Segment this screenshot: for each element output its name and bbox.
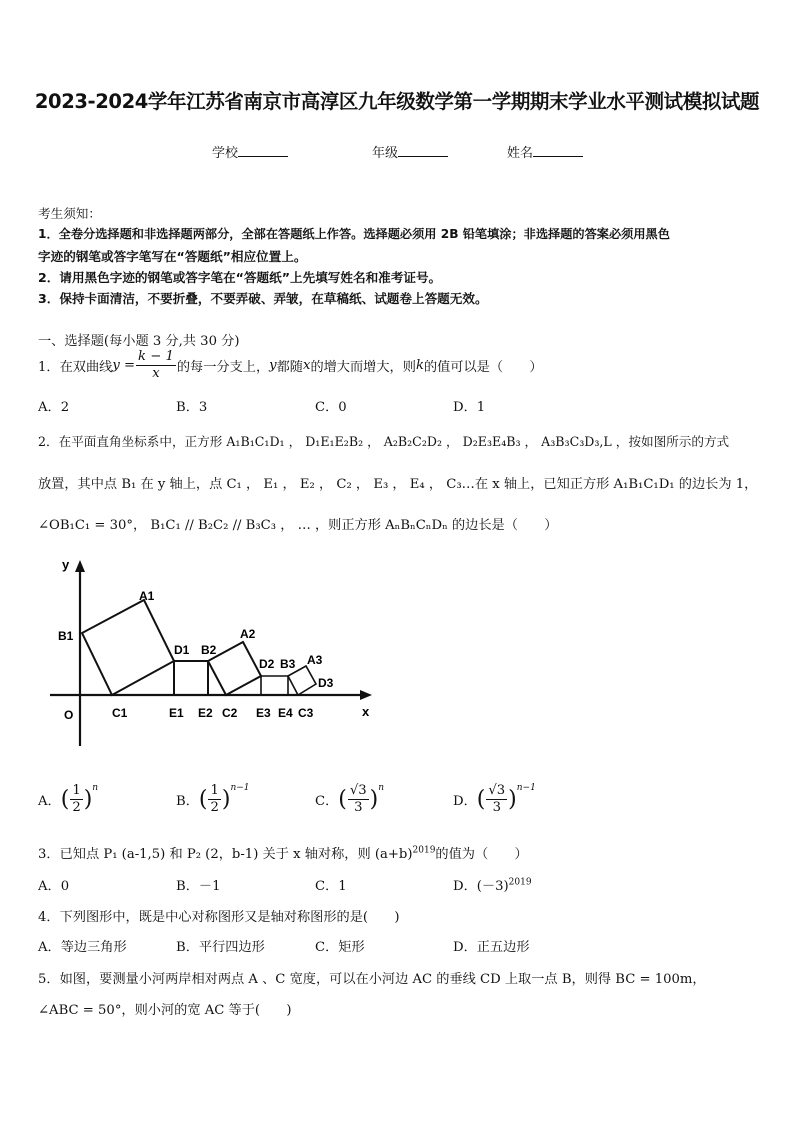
q2-option-d-exp: n−1 [516, 783, 536, 793]
square-d1e1e2b2 [174, 661, 208, 695]
q2-option-b-letter: B． [176, 794, 199, 809]
q4-option-d: D．正五边形 [453, 940, 530, 955]
notice-heading: 考生须知： [38, 206, 101, 221]
q5-line-2: ∠ABC = 50°，则小河的宽 AC 等于( ) [38, 1003, 292, 1018]
label-e2: E2 [198, 706, 213, 720]
q3-option-d-exp: 2019 [508, 877, 532, 888]
q2-option-d-num: √3 [488, 783, 506, 798]
q2-option-b-den: 2 [210, 800, 219, 815]
q2-option-a-frac [70, 783, 82, 816]
school-field [212, 142, 288, 161]
label-c3: C3 [298, 706, 314, 720]
section-heading: 一、选择题(每小题 3 分,共 30 分) [38, 334, 240, 349]
q1-pre: 1．在双曲线 [38, 360, 113, 375]
q2-line-3: ∠OB₁C₁ = 30°， B₁C₁ // B₂C₂ // B₃C₃ ， … ，则正方形 AₙBₙCₙDₙ 的边长是（ ） [38, 518, 558, 533]
q2-line-2: 放置，其中点 B₁ 在 y 轴上，点 C₁ ， E₁ ， E₂ ， C₂ ， E₃ ， E₄ ， C₃…在 x 轴上，已知正方形 A₁B₁C₁D₁ 的边长为 1， [38, 477, 758, 492]
q1-numerator: k − 1 [138, 349, 174, 364]
q1-denominator: x [152, 366, 160, 381]
q1-option-a: A．2 [38, 400, 70, 415]
q3-text: 3．已知点 P₁ (a-1,5) 和 P₂ (2，b-1) 关于 x 轴对称，则 (a+b) [38, 847, 413, 862]
q2-option-c-frac [348, 783, 369, 816]
label-b1: B1 [58, 629, 74, 643]
q2-option-a: A． ( $\frac{1}{2}$ ) $^n$ [38, 783, 99, 815]
q5-line-1: 5．如图，要测量小河两岸相对两点 A 、C 宽度，可以在小河边 AC 的垂线 CD 上取一点 B，则得 BC = 100m， [38, 972, 706, 987]
q3-option-c: C．1 [315, 879, 347, 894]
label-e1: E1 [169, 706, 184, 720]
label-d3: D3 [318, 676, 334, 690]
q3-option-a: A．0 [38, 879, 70, 894]
q2-option-c: C． ( $\frac{√3}{3}$ ) $^n$ [315, 783, 385, 815]
label-a3: A3 [307, 653, 323, 667]
label-x: x [362, 704, 370, 719]
square-a1b1c1d1 [82, 600, 174, 695]
q2-option-c-exp: n [378, 783, 385, 793]
q3-exp: 2019 [412, 845, 436, 856]
square-d2e3e4b3 [261, 676, 288, 695]
label-c2: C2 [222, 706, 238, 720]
label-y: y [62, 557, 70, 572]
label-b2: B2 [201, 643, 217, 657]
q1-option-d: D．1 [453, 400, 486, 415]
label-d2: D2 [259, 657, 275, 671]
notice-item-3: 3．保持卡面清洁，不要折叠，不要弄破、弄皱，在草稿纸、试题卷上答题无效。 [38, 291, 488, 306]
label-o: O [64, 708, 74, 722]
q2-option-c-num: √3 [349, 783, 367, 798]
label-a1: A1 [139, 589, 155, 603]
name-label: 姓名 [507, 146, 534, 161]
label-d1: D1 [174, 643, 190, 657]
question-3 [38, 843, 528, 862]
q4-option-a: A．等边三角形 [38, 940, 127, 955]
q2-option-d-den: 3 [492, 800, 501, 815]
grade-label: 年级 [372, 146, 399, 161]
q2-option-b-num: 1 [210, 783, 219, 798]
label-e3: E3 [256, 706, 271, 720]
q3-option-b: B．－1 [176, 879, 221, 894]
q3-option-d-text: D．(－3) [453, 879, 509, 894]
q1-post4: 的值可以是（ ） [423, 360, 543, 375]
question-1 [38, 349, 543, 382]
q1-post3: 的增大而增大，则 [310, 360, 416, 375]
q2-option-a-letter: A． [38, 794, 61, 809]
q2-option-b-frac [208, 783, 220, 816]
name-blank [533, 144, 583, 157]
q4-option-c: C．矩形 [315, 940, 365, 955]
school-label: 学校 [212, 146, 239, 161]
label-b3: B3 [280, 657, 296, 671]
label-e4: E4 [278, 706, 293, 720]
notice-item-2: 2．请用黑色字迹的钢笔或答字笔在“答题纸”上先填写姓名和准考证号。 [38, 270, 442, 285]
q1-option-b: B．3 [176, 400, 208, 415]
q2-option-b-exp: n−1 [230, 783, 250, 793]
label-c1: C1 [112, 706, 128, 720]
grade-blank [398, 144, 448, 157]
notice-item-1-cont: 字迹的钢笔或答字笔写在“答题纸”相应位置上。 [38, 249, 307, 264]
label-a2: A2 [240, 627, 256, 641]
q1-post2: 都随 [276, 360, 303, 375]
exam-title: 2023-2024学年江苏省南京市高淳区九年级数学第一学期期末学业水平测试模拟试题 [34, 90, 760, 113]
q2-option-b: B． ( $\frac{1}{2}$ ) $^{n-1}$ [176, 783, 250, 815]
q2-line-1: 2．在平面直角坐标系中，正方形 A₁B₁C₁D₁ ， D₁E₁E₂B₂ ， A₂B₂C₂D₂ ， D₂E₃E₄B₃ ， A₃B₃C₃D₃,L ，按如图所示的方式 [38, 434, 730, 449]
q2-option-c-den: 3 [354, 800, 363, 815]
notice-item-1: 1．全卷分选择题和非选择题两部分，全部在答题纸上作答。选择题必须用 2B 铅笔填涂；非选择题的答案必须用黑色 [38, 227, 670, 241]
q2-option-a-exp: n [92, 783, 99, 793]
q1-post1: 的每一分支上， [176, 360, 270, 375]
y-axis-arrow [75, 560, 85, 572]
q1-y-eq: y = [112, 358, 136, 373]
q1-fraction [136, 349, 176, 382]
question-4: 4．下列图形中，既是中心对称图形又是轴对称图形的是( ) [38, 910, 400, 925]
q2-option-a-den: 2 [72, 800, 81, 815]
q2-option-d-frac [486, 783, 507, 816]
x-axis-arrow [360, 690, 372, 700]
school-blank [238, 144, 288, 157]
name-field [507, 142, 583, 161]
q3-tail: 的值为（ ） [435, 847, 528, 862]
q4-option-b: B．平行四边形 [176, 940, 265, 955]
q3-option-d [453, 875, 532, 894]
q1-option-c: C．0 [315, 400, 347, 415]
q1-var-y: y [269, 358, 277, 373]
q2-option-a-num: 1 [72, 783, 81, 798]
q2-option-d: D． ( $\frac{√3}{3}$ ) $^{n-1}$ [453, 783, 536, 815]
q1-var-x: x [303, 358, 311, 373]
q1-var-k: k [415, 358, 424, 373]
grade-field [372, 142, 448, 161]
q2-option-d-letter: D． [453, 794, 477, 809]
q2-figure [40, 556, 380, 748]
q2-option-c-letter: C． [315, 794, 339, 809]
